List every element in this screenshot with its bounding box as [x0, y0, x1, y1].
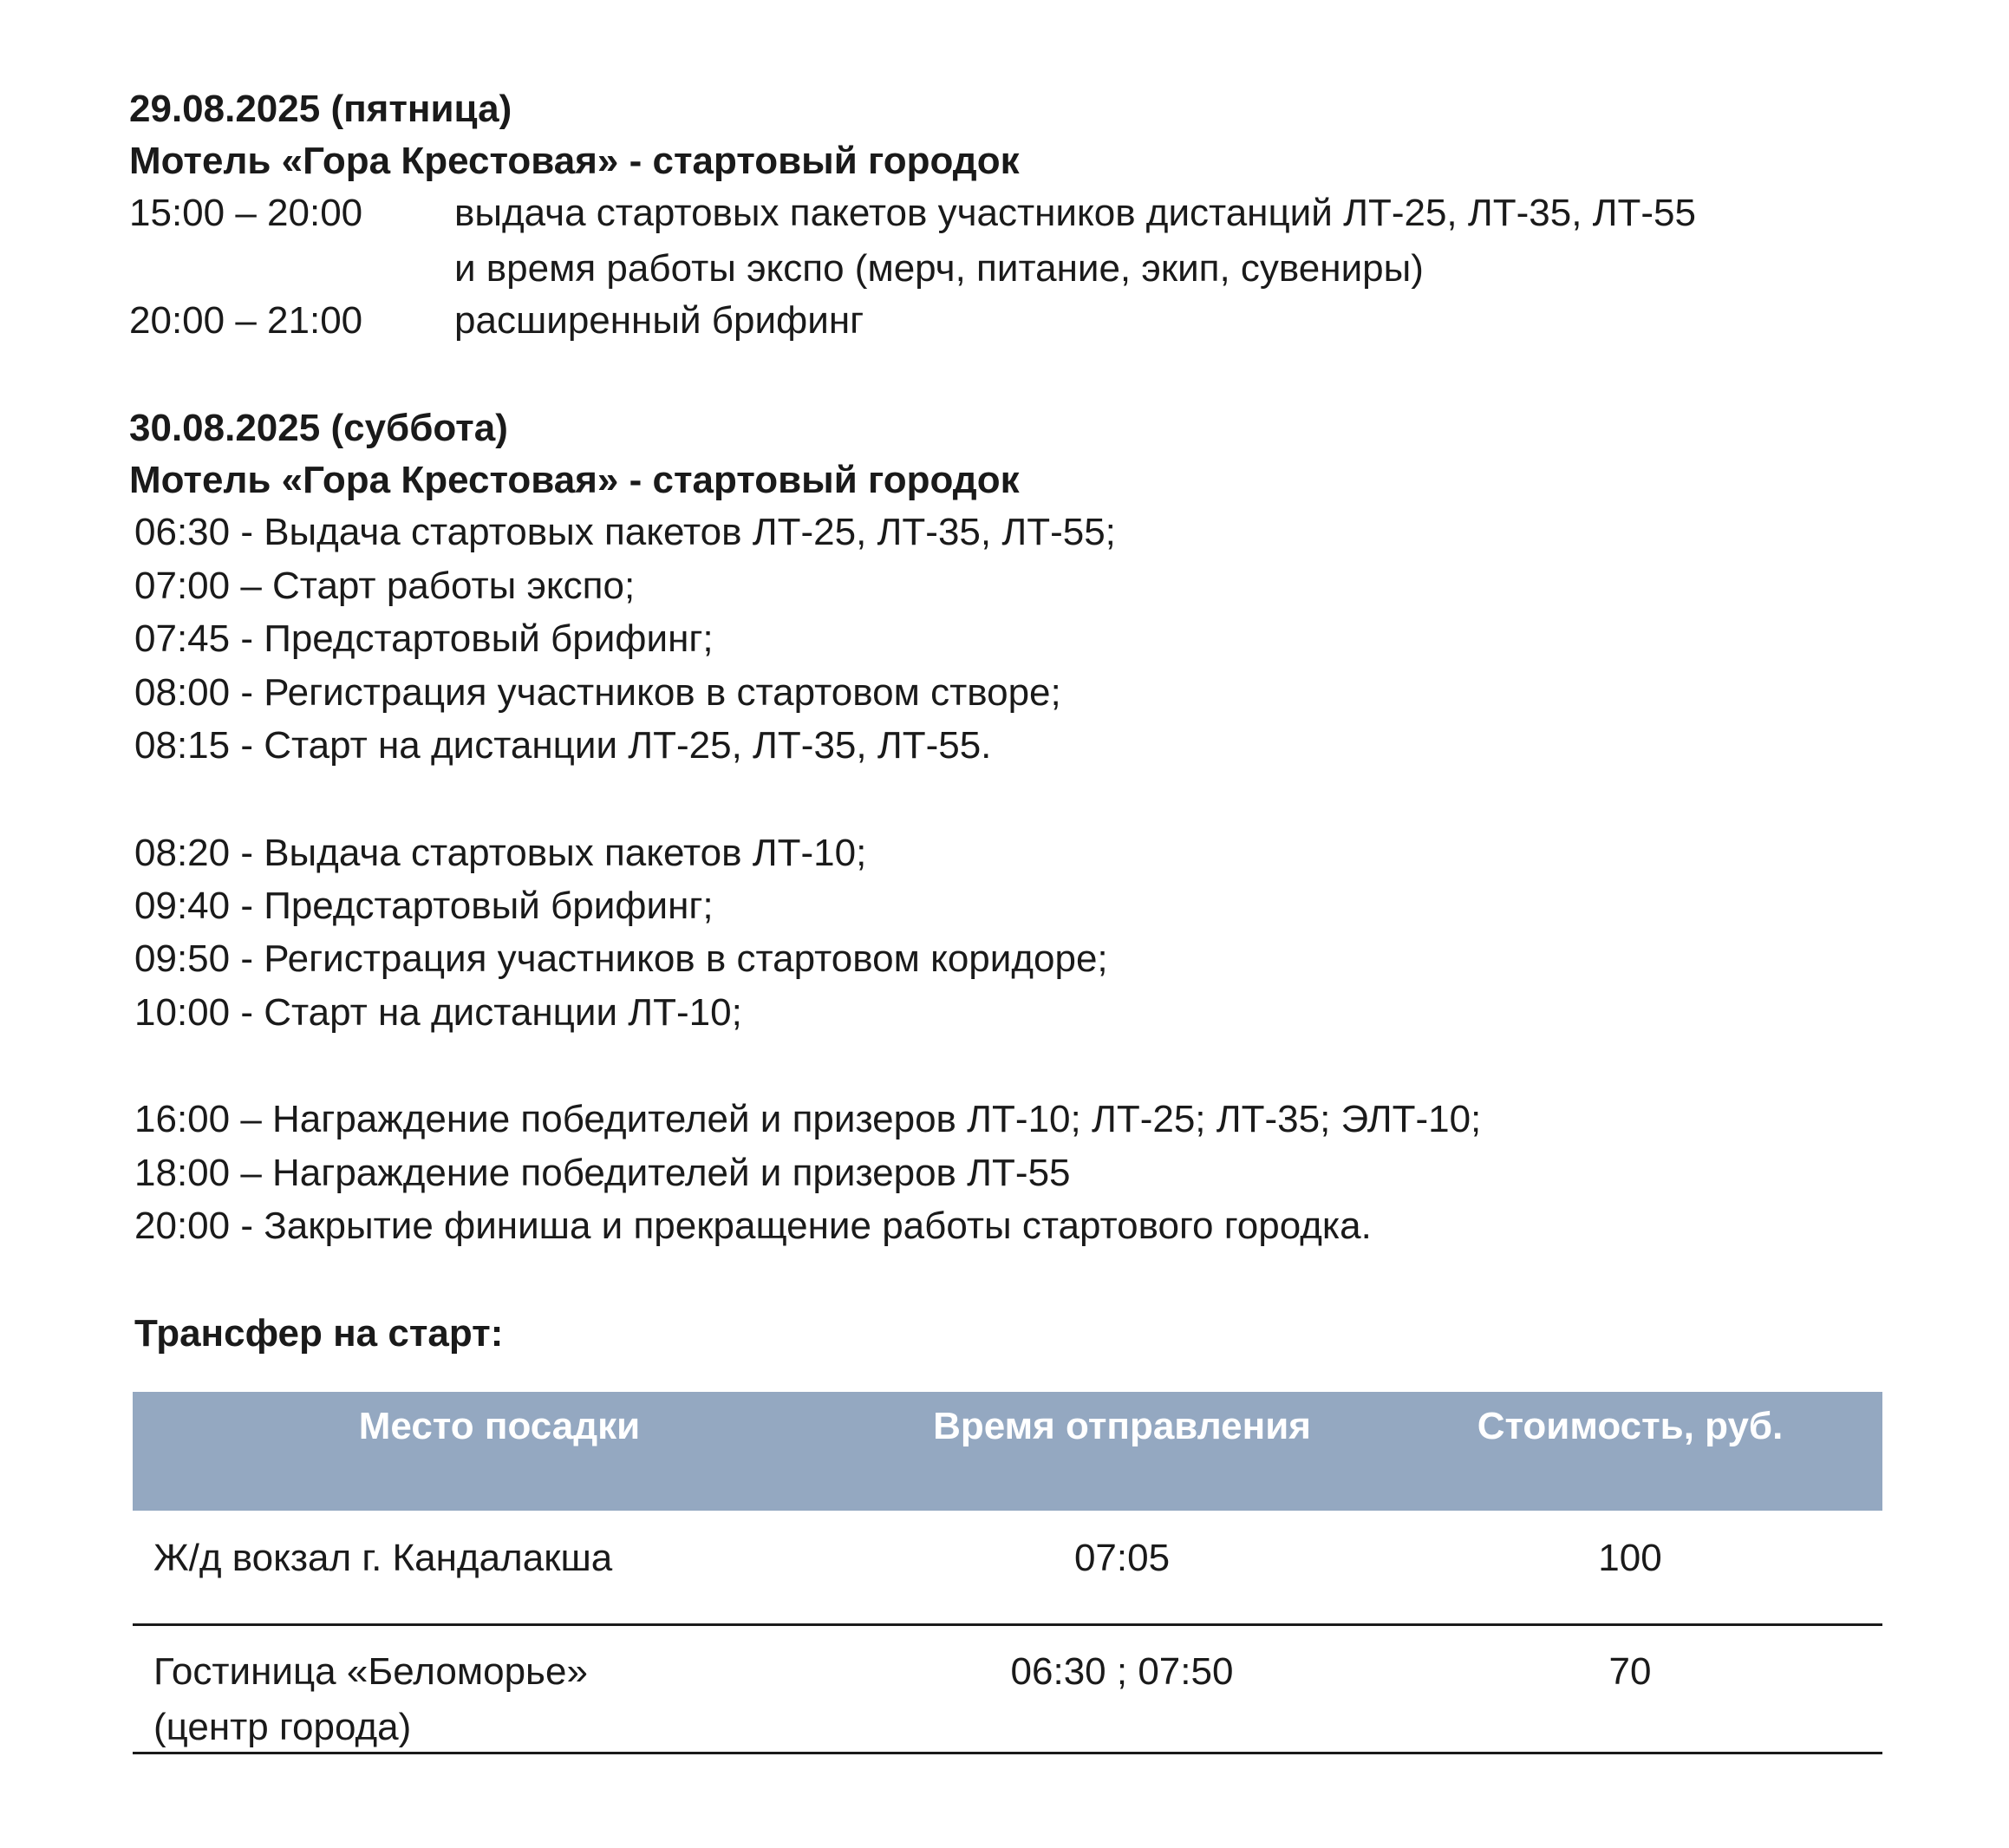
row-2-time: 06:30 ; 07:50	[1010, 1650, 1234, 1693]
column-header-time: Время отправления	[933, 1405, 1311, 1447]
row-1-price: 100	[1598, 1537, 1662, 1579]
day2-item: 06:30 - Выдача стартовых пакетов ЛТ-25, ЛТ-35, ЛТ-55;	[134, 511, 1116, 553]
day2-item: 09:50 - Регистрация участников в стартовом коридоре;	[134, 937, 1108, 980]
day2-item: 16:00 – Награждение победителей и призеров ЛТ-10; ЛТ-25; ЛТ-35; ЭЛТ-10;	[134, 1098, 1482, 1140]
day2-date: 30.08.2025	[129, 407, 321, 449]
transfer-table-header	[133, 1392, 1882, 1511]
day1-row-1-desc-1: выдача стартовых пакетов участников дистанций ЛТ-25, ЛТ-35, ЛТ-55	[454, 192, 1696, 234]
day2-item: 07:00 – Старт работы экспо;	[134, 565, 636, 607]
column-header-price: Стоимость, руб.	[1477, 1405, 1784, 1447]
day2-item: 10:00 - Старт на дистанции ЛТ-10;	[134, 991, 742, 1034]
day2-item: 08:00 - Регистрация участников в стартовом створе;	[134, 671, 1061, 714]
day2-weekday: (суббота)	[330, 407, 508, 449]
day2-heading	[129, 402, 508, 454]
day2-item: 08:15 - Старт на дистанции ЛТ-25, ЛТ-35, ЛТ-55.	[134, 724, 992, 767]
day1-row-1-desc-2: и время работы экспо (мерч, питание, экип, сувениры)	[454, 247, 1424, 290]
day1-row-2-time: 20:00 – 21:00	[129, 299, 363, 342]
day1-date: 29.08.2025	[129, 88, 321, 130]
day2-item: 07:45 - Предстартовый брифинг;	[134, 617, 714, 660]
row-2-place-line-1: Гостиница «Беломорье»	[153, 1650, 588, 1693]
day1-heading	[129, 83, 512, 135]
row-1-time: 07:05	[1073, 1537, 1171, 1579]
day1-row-2-desc: расширенный брифинг	[454, 299, 864, 342]
row-1-place: Ж/д вокзал г. Кандалакша	[153, 1537, 613, 1579]
table-bottom-rule	[133, 1752, 1882, 1754]
day1-weekday: (пятница)	[330, 88, 512, 130]
transfer-table	[133, 1392, 1882, 1754]
row-2-price: 70	[1608, 1650, 1652, 1693]
day1-row-1-time: 15:00 – 20:00	[129, 192, 363, 234]
table-row	[133, 1626, 1882, 1754]
row-2-place-line-2: (центр города)	[153, 1706, 412, 1748]
day2-item: 18:00 – Награждение победителей и призеров ЛТ-55	[134, 1152, 1071, 1194]
day2-venue: Мотель «Гора Крестовая» - стартовый городок	[129, 459, 1020, 501]
transfer-heading: Трансфер на старт:	[134, 1312, 504, 1355]
day2-item: 08:20 - Выдача стартовых пакетов ЛТ-10;	[134, 832, 867, 874]
day2-item: 09:40 - Предстартовый брифинг;	[134, 885, 714, 927]
day1-venue: Мотель «Гора Крестовая» - стартовый городок	[129, 140, 1020, 182]
day2-item: 20:00 - Закрытие финиша и прекращение работы стартового городка.	[134, 1205, 1372, 1247]
column-header-place: Место посадки	[358, 1405, 641, 1447]
table-row	[133, 1511, 1882, 1626]
